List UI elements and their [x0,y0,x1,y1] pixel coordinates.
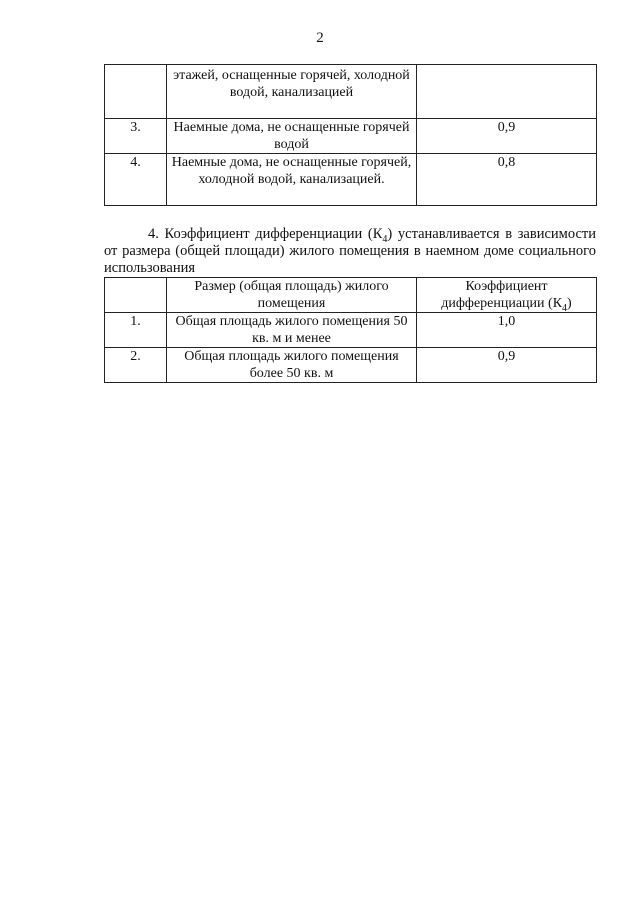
k4-subscript: 4 [382,233,388,245]
k4-description-paragraph [104,226,596,277]
housing-type-cell: Наемные дома, не оснащенные горячей водой [167,119,417,154]
coefficient-table-area [104,277,597,383]
table-row [105,65,597,119]
coefficient-value-cell: 0,9 [417,119,597,154]
header-k4-subscript: 4 [562,302,568,314]
table-row [105,313,597,348]
paragraph-text-start: 4. Коэффициент дифференциации (К [148,226,383,242]
area-description-cell: Общая площадь жилого помещения более 50 кв. м [167,348,417,383]
coefficient-table-housing-type [104,64,597,206]
row-number-cell: 2. [105,348,167,383]
table-header-row [105,278,597,313]
header-area-cell: Размер (общая площадь) жилого помещения [167,278,417,313]
row-number-cell: 1. [105,313,167,348]
header-coefficient-close: ) [567,296,572,311]
table-row [105,348,597,383]
paragraph-text-end: ) устанавливается в зависимости от размера (общей площади) жилого помещения в наемном доме социального использования [104,226,596,276]
housing-type-cell: Наемные дома, не оснащенные горячей, холодной водой, канализацией. [167,154,417,206]
area-description-cell: Общая площадь жилого помещения 50 кв. м и менее [167,313,417,348]
table-row [105,154,597,206]
row-number-cell: 4. [105,154,167,206]
row-number-cell [105,65,167,119]
page-number: 2 [316,30,324,46]
coefficient-value-cell: 0,8 [417,154,597,206]
header-coefficient-text: Коэффициент дифференциации (К [441,279,563,311]
coefficient-value-cell: 1,0 [417,313,597,348]
housing-type-cell: этажей, оснащенные горячей, холодной водой, канализацией [167,65,417,119]
row-number-cell: 3. [105,119,167,154]
coefficient-value-cell [417,65,597,119]
table-row [105,119,597,154]
header-number-cell [105,278,167,313]
coefficient-value-cell: 0,9 [417,348,597,383]
header-coefficient-cell [417,278,597,313]
